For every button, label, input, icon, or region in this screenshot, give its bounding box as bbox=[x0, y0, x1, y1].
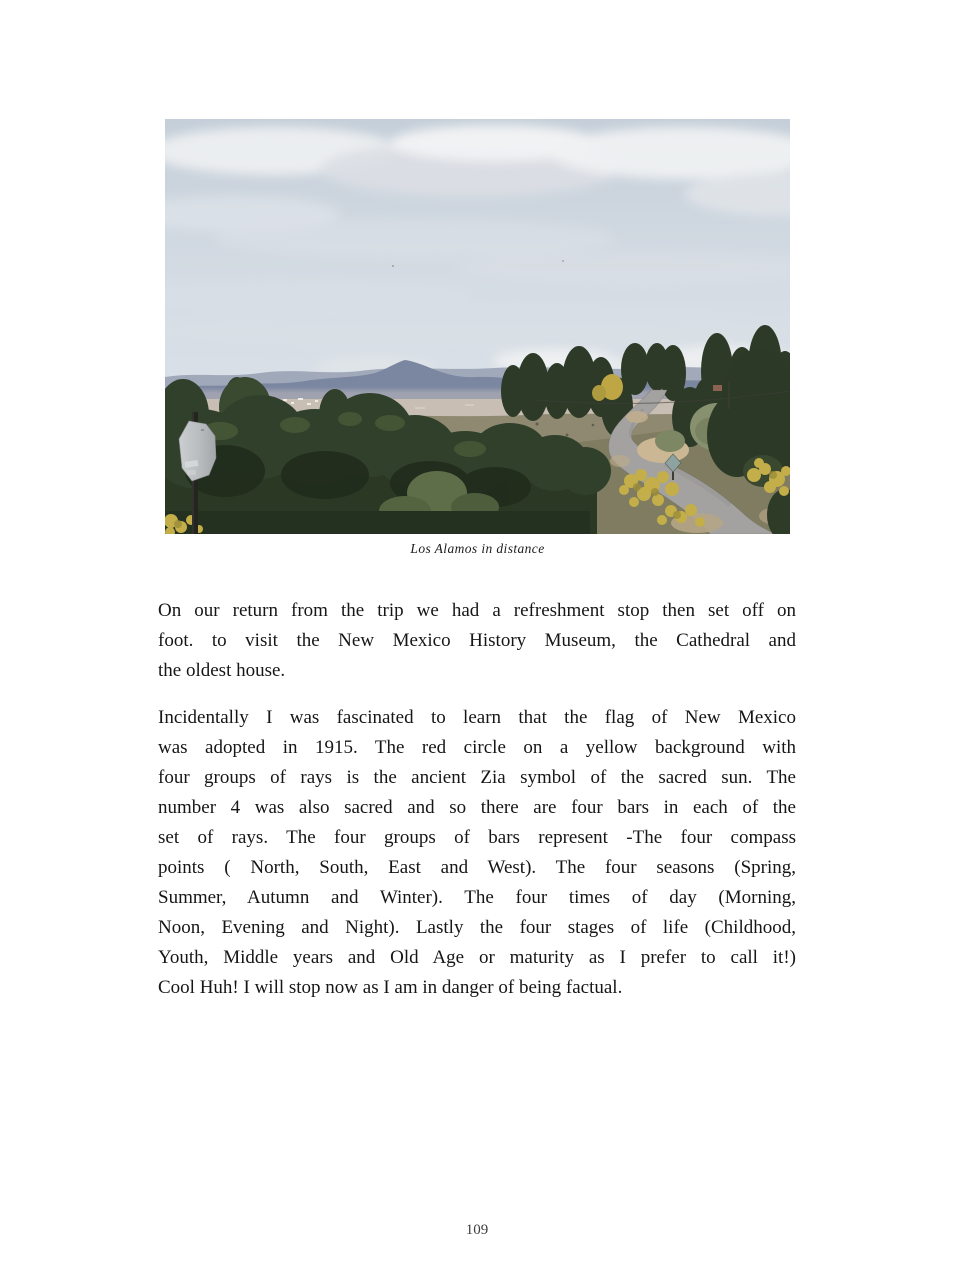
photo-figure bbox=[165, 119, 790, 557]
photo-caption: Los Alamos in distance bbox=[410, 541, 545, 556]
page-number: 109 bbox=[465, 1222, 489, 1238]
landscape-photo bbox=[165, 119, 790, 534]
text-line: number 4 was also sacred and so there are four bars in each of the bbox=[158, 797, 796, 818]
text-line: foot. to visit the New Mexico History Museum, the Cathedral and bbox=[158, 630, 796, 651]
text-line: Summer, Autumn and Winter). The four times of day (Morning, bbox=[158, 887, 796, 908]
text-line: On our return from the trip we had a refreshment stop then set off on bbox=[158, 600, 796, 621]
text-line: points ( North, South, East and West). The four seasons (Spring, bbox=[158, 857, 796, 878]
paragraph-2 bbox=[158, 703, 796, 1003]
text-line: Cool Huh! I will stop now as I am in danger of being factual. bbox=[158, 977, 623, 998]
text-line: Noon, Evening and Night). Lastly the four stages of life (Childhood, bbox=[158, 917, 796, 938]
body-text bbox=[158, 596, 796, 1020]
text-line: set of rays. The four groups of bars represent -The four compass bbox=[158, 827, 796, 848]
paragraph-1 bbox=[158, 596, 796, 686]
text-line: was adopted in 1915. The red circle on a yellow background with bbox=[158, 737, 796, 758]
text-line: Youth, Middle years and Old Age or maturity as I prefer to call it!) bbox=[158, 947, 796, 968]
text-line: Incidentally I was fascinated to learn that the flag of New Mexico bbox=[158, 707, 796, 728]
text-line: four groups of rays is the ancient Zia symbol of the sacred sun. The bbox=[158, 767, 796, 788]
text-line: the oldest house. bbox=[158, 660, 286, 681]
